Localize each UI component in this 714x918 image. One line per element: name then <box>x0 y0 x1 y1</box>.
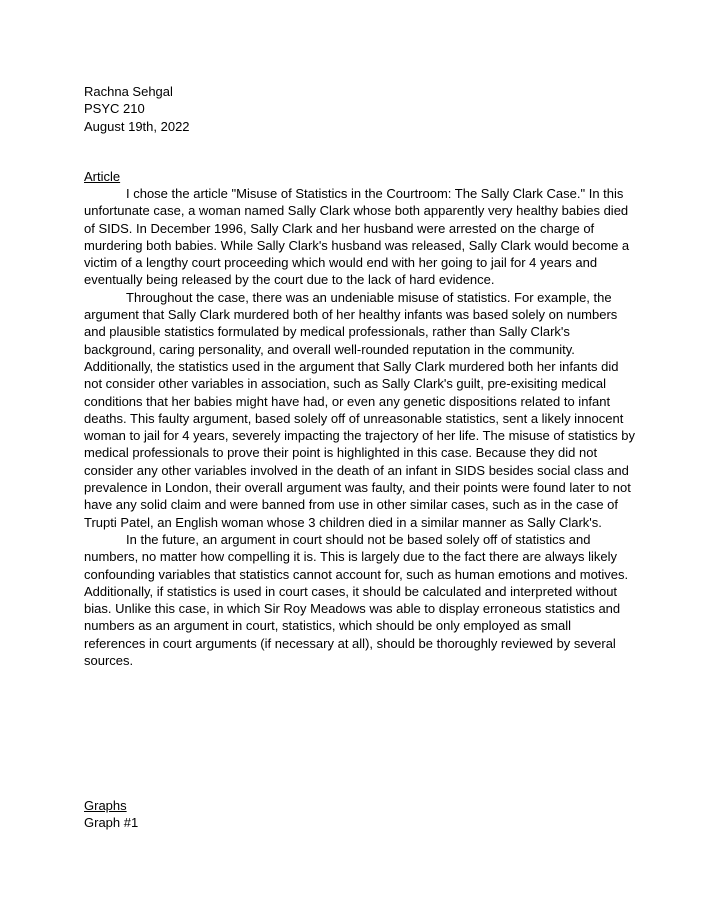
article-paragraph-2: Throughout the case, there was an undeniable misuse of statistics. For example, the argument that Sally Clark murdered both of her healthy infants was based solely on numbers and plausible statistics formulated by medical professionals, rather than Sally Clark's background, caring personality, and overall well-rounded reputation in the community. Additionally, the statistics used in the argument that Sally Clark murdered both her infants did not consider other variables in association, such as Sally Clark's guilt, pre-exisiting medical conditions that her babies might have had, or even any genetic dispositions related to infant deaths. This faulty argument, based solely off of unreasonable statistics, sent a likely innocent woman to jail for 4 years, severely impacting the trajectory of her life. The misuse of statistics by medical professionals to prove their point is highlighted in this case. Because they did not consider any other variables involved in the death of an infant in SIDS besides social class and prevalence in London, their overall argument was faulty, and their points were found later to not have any solid claim and were banned from use in other similar cases, such as in the case of Trupti Patel, an English woman whose 3 children died in a similar manner as Sally Clark's. <box>84 289 636 530</box>
graphs-heading: Graphs <box>84 798 127 813</box>
article-paragraph-3: In the future, an argument in court should not be based solely off of statistics and numbers, no matter how compelling it is. This is largely due to the fact there are always likely confounding variables that statistics cannot account for, such as human emotions and motives. Additionally, if statistics is used in court cases, it should be calculated and interpreted without bias. Unlike this case, in which Sir Roy Meadows was able to display erroneous statistics and numbers as an argument in court, statistics, which should be only employed as small references in court arguments (if necessary at all), should be thoroughly reviewed by several sources. <box>84 531 629 669</box>
article-paragraph-1: I chose the article "Misuse of Statistics in the Courtroom: The Sally Clark Case." In this unfortunate case, a woman named Sally Clark whose both apparently very healthy babies died of SIDS. In December 1996, Sally Clark and her husband were arrested on the charge of murdering both babies. While Sally Clark's husband was released, Sally Clark would become a victim of a lengthy court proceeding which would end with her going to jail for 4 years and eventually being released by the court due to the lack of hard evidence. <box>84 186 630 288</box>
course-code: PSYC 210 <box>84 101 145 117</box>
author-name: Rachna Sehgal <box>84 84 173 99</box>
article-heading: Article <box>84 169 121 184</box>
graph-1-label: Graph #1 <box>84 815 139 830</box>
header-block <box>84 83 636 135</box>
submission-date: August 19th, 2022 <box>84 118 190 134</box>
article-body <box>84 185 636 669</box>
